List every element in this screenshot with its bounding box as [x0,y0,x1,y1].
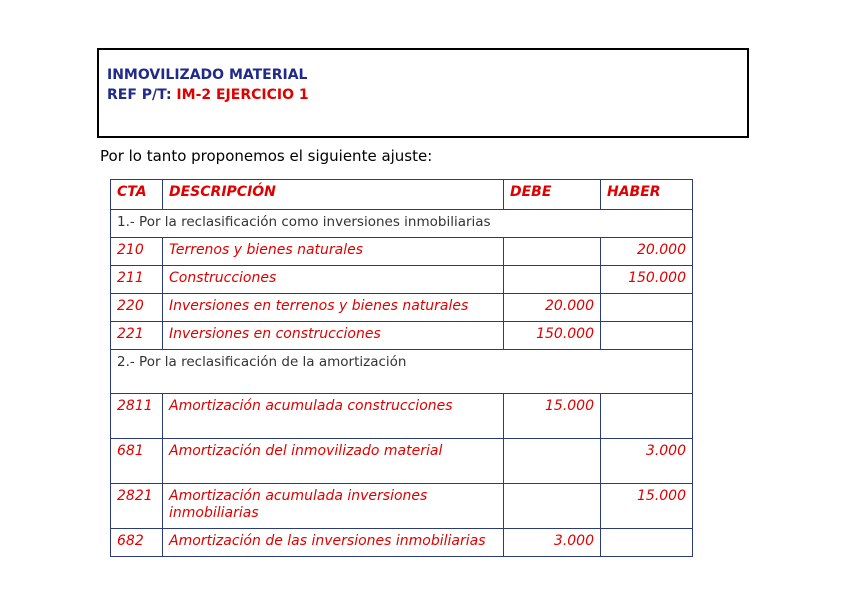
cell-debe [504,484,601,529]
cell-desc: Inversiones en terrenos y bienes naturales [163,294,504,322]
section-2-title: 2.- Por la reclasificación de la amortización [111,350,693,394]
cell-debe: 150.000 [504,322,601,350]
table-row [111,484,693,529]
adjustment-table [110,179,693,557]
cell-debe [504,266,601,294]
cell-desc: Terrenos y bienes naturales [163,238,504,266]
col-desc: DESCRIPCIÓN [163,180,504,210]
table-row [111,439,693,484]
header-title: INMOVILIZADO MATERIAL [107,67,308,83]
cell-haber: 3.000 [601,439,693,484]
table-row [111,266,693,294]
col-haber: HABER [601,180,693,210]
table-row [111,294,693,322]
cell-cta: 2811 [111,394,163,439]
header-ref [107,87,309,103]
col-debe: DEBE [504,180,601,210]
cell-cta: 682 [111,529,163,557]
section-row [111,210,693,238]
cell-debe: 20.000 [504,294,601,322]
cell-debe: 15.000 [504,394,601,439]
ref-label: REF P/T: [107,87,172,103]
cell-cta: 2821 [111,484,163,529]
cell-haber: 20.000 [601,238,693,266]
cell-desc: Construcciones [163,266,504,294]
section-row [111,350,693,394]
section-1-title: 1.- Por la reclasificación como inversiones inmobiliarias [111,210,693,238]
cell-debe [504,238,601,266]
cell-desc: Amortización de las inversiones inmobiliarias [163,529,504,557]
cell-desc: Amortización acumulada inversiones inmobiliarias [163,484,504,529]
table-header-row [111,180,693,210]
cell-desc: Amortización acumulada construcciones [163,394,504,439]
table-row [111,394,693,439]
col-cta: CTA [111,180,163,210]
intro-text: Por lo tanto proponemos el siguiente ajuste: [100,147,433,165]
cell-cta: 210 [111,238,163,266]
table-row [111,322,693,350]
cell-haber [601,294,693,322]
table-row [111,238,693,266]
cell-desc: Amortización del inmovilizado material [163,439,504,484]
cell-cta: 220 [111,294,163,322]
cell-haber: 15.000 [601,484,693,529]
cell-cta: 221 [111,322,163,350]
cell-haber: 150.000 [601,266,693,294]
cell-desc: Inversiones en construcciones [163,322,504,350]
cell-haber [601,529,693,557]
cell-debe: 3.000 [504,529,601,557]
table-row [111,529,693,557]
cell-debe [504,439,601,484]
header-box [97,48,749,138]
cell-haber [601,394,693,439]
ref-value: IM-2 EJERCICIO 1 [176,87,309,103]
cell-cta: 211 [111,266,163,294]
cell-cta: 681 [111,439,163,484]
cell-haber [601,322,693,350]
